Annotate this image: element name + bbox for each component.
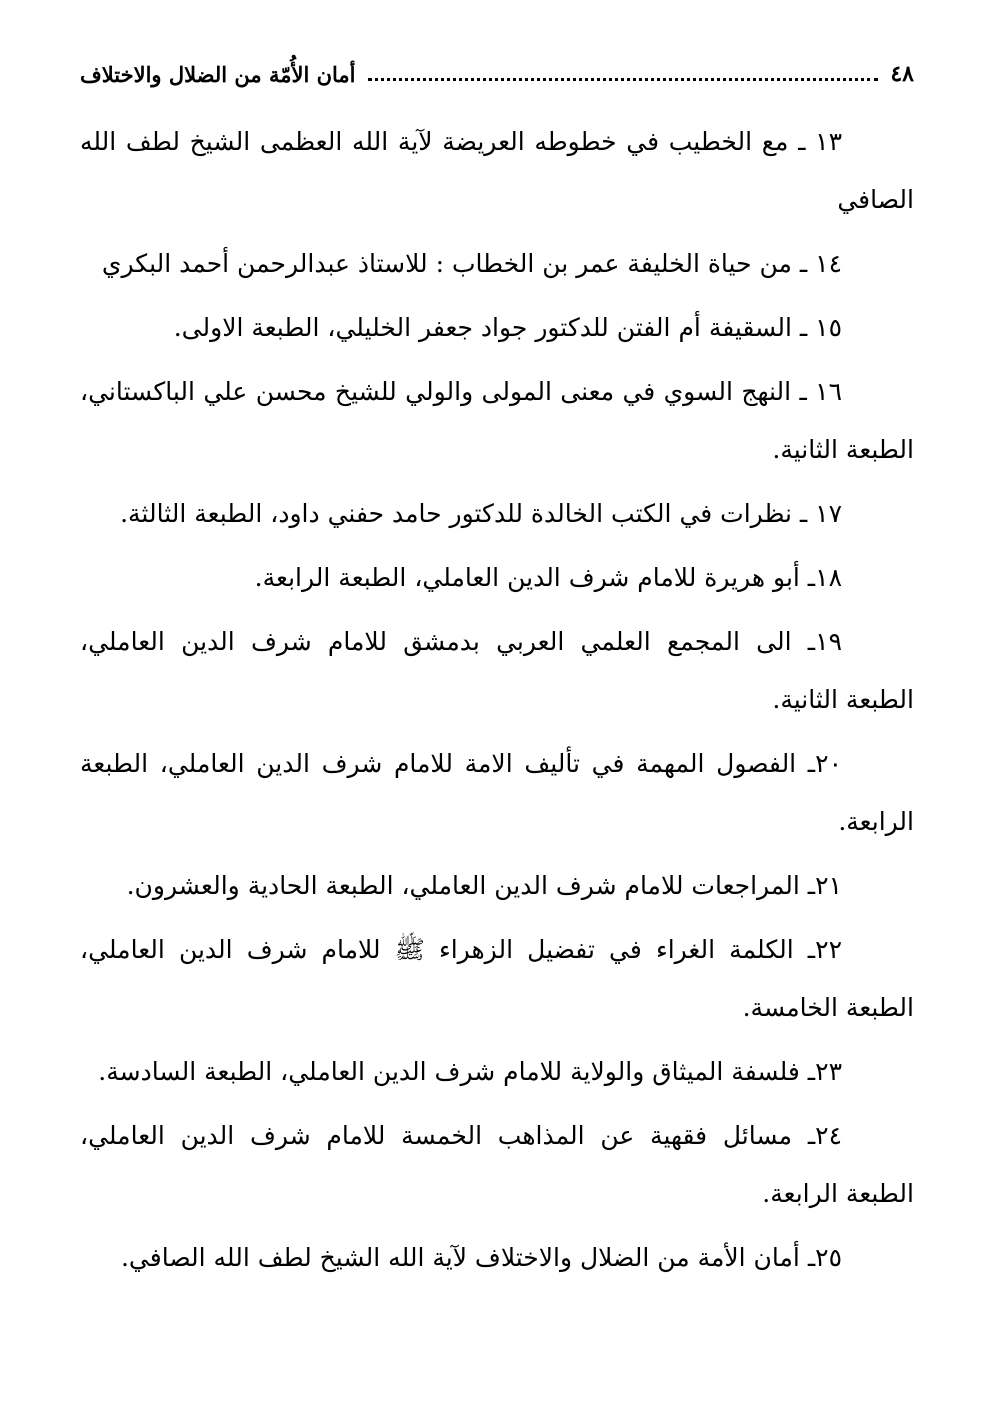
- list-item: ٢١ـ المراجعات للامام شرف الدين العاملي، الطبعة الحادية والعشرون.: [126, 871, 842, 900]
- list-item: ٢٠ـ الفصول المهمة في تأليف الامة للامام شرف الدين العاملي، الطبعة الرابعة.: [80, 749, 914, 836]
- list-item: ١٤ ـ من حياة الخليفة عمر بن الخطاب : للاستاذ عبدالرحمن أحمد البكري: [101, 249, 842, 278]
- running-title: أمان الأُمّة من الضلال والاختلاف: [80, 61, 356, 87]
- list-item: ١٣ ـ مع الخطيب في خطوطه العريضة لآية الله العظمى الشيخ لطف الله الصافي: [80, 127, 914, 214]
- page-number: ٤٨: [890, 61, 914, 87]
- list-item: ٢٥ـ أمان الأمة من الضلال والاختلاف لآية الله الشيخ لطف الله الصافي.: [120, 1243, 842, 1272]
- list-item: ١٥ ـ السقيفة أم الفتن للدكتور جواد جعفر الخليلي، الطبعة الاولى.: [173, 313, 842, 342]
- list-item: ٢٣ـ فلسفة الميثاق والولاية للامام شرف الدين العاملي، الطبعة السادسة.: [98, 1057, 842, 1086]
- page-header: [80, 52, 914, 96]
- dot-leader: [368, 78, 879, 81]
- bibliography-list: [80, 113, 914, 1293]
- list-item: ٢٢ـ الكلمة الغراء في تفضيل الزهراء ﷺ للامام شرف الدين العاملي، الطبعة الخامسة.: [80, 935, 914, 1022]
- list-item: ١٨ـ أبو هريرة للامام شرف الدين العاملي، الطبعة الرابعة.: [254, 563, 842, 592]
- list-item: ١٦ ـ النهج السوي في معنى المولى والولي للشيخ محسن علي الباكستاني، الطبعة الثانية.: [80, 377, 914, 464]
- list-item: ١٧ ـ نظرات في الكتب الخالدة للدكتور حامد حفني داود، الطبعة الثالثة.: [120, 499, 842, 528]
- list-item: ٢٤ـ مسائل فقهية عن المذاهب الخمسة للامام شرف الدين العاملي، الطبعة الرابعة.: [80, 1121, 914, 1208]
- list-item: ١٩ـ الى المجمع العلمي العربي بدمشق للامام شرف الدين العاملي، الطبعة الثانية.: [80, 627, 914, 714]
